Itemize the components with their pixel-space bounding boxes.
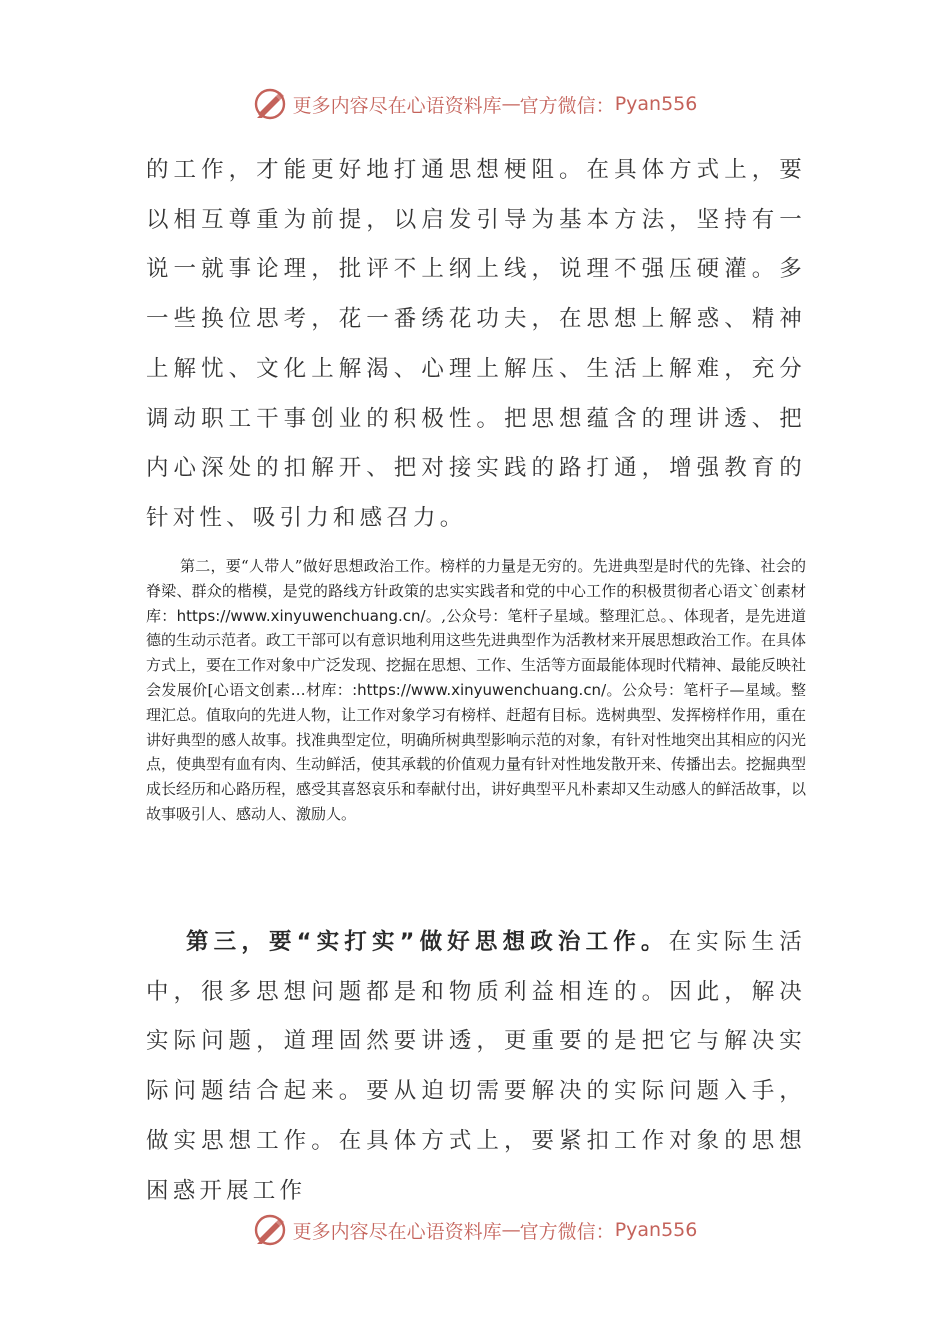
paragraph-2-part-a: 第二，要“人带人”做好思想政治工作。榜样的力量是无穷的。先进典型是时代的先锋、社会的脊梁、群众的楷模，是党的路线方针政策的忠实实践者和党的中心工作的积极贯彻者心语文`创素材库： [146, 557, 806, 625]
banner-text: 更多内容尽在心语资料库 [292, 94, 502, 117]
paragraph-2-part-c: 。公众号：笔杆子—星域。整理汇总。值取向的先进人物，让工作对象学习有榜样、赶超有目标。选树典型、发挥榜样作用，重在讲好典型的感人故事。找准典型定位，明确所树典型影响示范的对象，有针对性地突出其相应的闪光点，使典型有血有肉、生动鲜活，使其承载的价值观力量有针对性地发散开来、传播出去。挖掘典型成长经历和心路历程，感受其喜怒哀乐和奉献付出，讲好典型平凡朴素却又生动感人的鲜活故事，以故事吸引人、感动人、激励人。 [146, 680, 807, 823]
pen-logo-icon [253, 1213, 287, 1247]
footer-banner [0, 1210, 950, 1250]
header-banner [0, 84, 950, 124]
paragraph-1: 的工作，才能更好地打通思想梗阻。在具体方式上，要以相互尊重为前提，以启发引导为基本方法，坚持有一说一就事论理，批评不上纲上线，说理不强压硬灌。多一些换位思考，花一番绣花功夫，在思想上解惑、精神上解忧、文化上解渴、心理上解压、生活上解难，充分调动职工干事创业的积极性。把思想蕴含的理讲透、把内心深处的扣解开、把对接实践的路打通，增强教育的针对性、吸引力和感召力。 [146, 157, 806, 531]
paragraph-2-url-2: :https://www.xinyuwenchuang.cn/ [352, 680, 607, 699]
banner-contact: 官方微信： [519, 1220, 615, 1243]
banner-wechat-id: Pyan556 [614, 93, 698, 115]
banner-wechat-id: Pyan556 [614, 1219, 698, 1241]
paragraph-2-part-b: 。,公众号：笔杆子星域。整理汇总。、体现者，是先进道德的生动示范者。政工干部可以有意识地利用这些先进典型作为活教材来开展思想政治工作。在具体方式上，要在工作对象中广泛发现、挖掘在思想、工作、生活等方面最能体现时代精神、最能反映社会发展价[心语文创素…材库： [146, 606, 807, 699]
banner-separator: — [501, 93, 520, 115]
paragraph-2 [146, 554, 806, 827]
pen-logo-icon [253, 87, 287, 121]
paragraph-3-heading: 第三，要“实打实”做好思想政治工作。 [186, 929, 669, 955]
banner-separator: — [501, 1219, 520, 1241]
paragraph-2-url-1: https://www.xinyuwenchuang.cn/ [176, 606, 426, 625]
paragraph-3 [146, 918, 806, 1204]
paragraph-3-text: 在实际生活中，很多思想问题都是和物质利益相连的。因此，解决实际问题，道理固然要讲透，更重要的是把它与解决实际问题结合起来。要从迫切需要解决的实际问题入手，做实思想工作。在具体方式上，要紧扣工作对象的思想困惑开展工作 [146, 929, 806, 1204]
banner-text: 更多内容尽在心语资料库 [292, 1220, 502, 1243]
banner-contact: 官方微信： [519, 94, 615, 117]
